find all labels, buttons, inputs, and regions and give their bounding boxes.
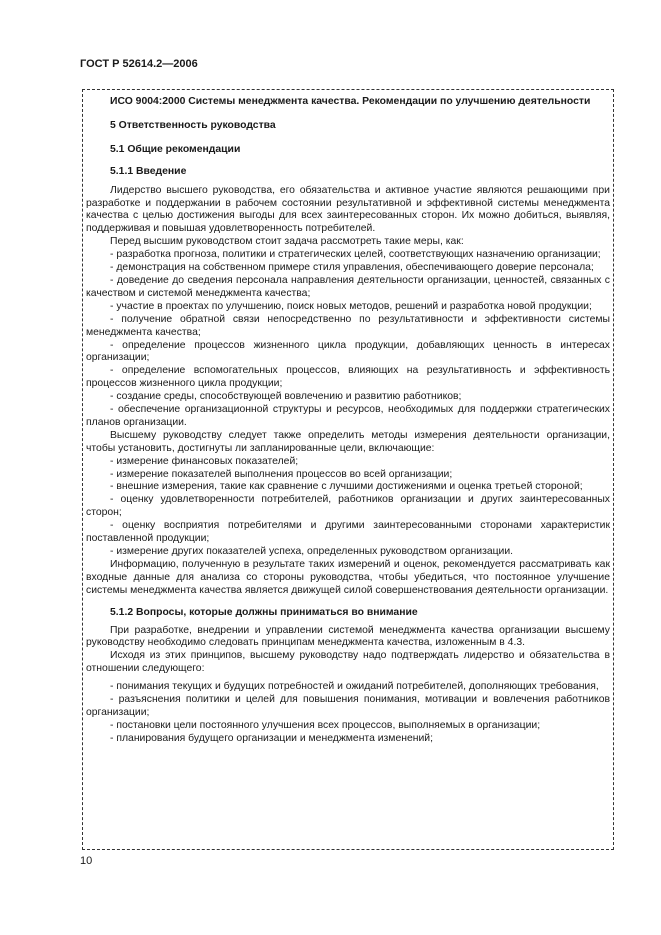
list-item: - разъяснения политики и целей для повышения понимания, мотивации и вовлечения работников организации;	[86, 694, 610, 718]
list-item: - планирования будущего организации и менеджмента изменений;	[110, 732, 433, 744]
list-item: - обеспечение организационной структуры и ресурсов, необходимых для поддержки стратегических планов организации.	[86, 404, 610, 428]
document-header: ГОСТ Р 52614.2—2006	[80, 58, 198, 70]
list-item: - получение обратной связи непосредственно по результативности и эффективности системы менеджмента качества;	[86, 313, 610, 338]
section-5-1-2-heading: 5.1.2 Вопросы, которые должны приниматься во внимание	[110, 606, 418, 618]
list-item: - демонстрация на собственном примере стиля управления, обеспечивающего доверие персонала;	[110, 262, 594, 274]
list-item: - определение процессов жизненного цикла продукции, добавляющих ценность в интересах организации;	[86, 339, 610, 364]
list-item: - понимания текущих и будущих потребностей и ожиданий потребителей, дополняющих требования,	[110, 681, 599, 693]
list-item: - постановки цели постоянного улучшения всех процессов, выполняемых в организации;	[110, 719, 541, 731]
list-item: - оценку удовлетворенности потребителей, работников организации и других заинтересованных сторон;	[86, 494, 610, 519]
paragraph: Информацию, полученную в результате таких измерений и оценок, рекомендуется рассматривать как входные данные для анализа со стороны руководства, чтобы убедиться, что постоянное улучшение системы менеджмента качества является движущей силой совершенствования деятельности организации.	[86, 558, 610, 596]
list-item: - доведение до сведения персонала направления деятельности организации, ценностей, связанных с качеством и системой менеджмента качества;	[86, 274, 610, 299]
paragraph: Исходя из этих принципов, высшему руководству надо подтверждать лидерство и обязательства в отношении следующего:	[86, 650, 610, 675]
section-5-1-heading: 5.1 Общие рекомендации	[110, 143, 241, 155]
list-item: - разработка прогноза, политики и стратегических целей, соответствующих назначению организации;	[110, 249, 601, 261]
paragraph: Высшему руководству следует также определить методы измерения деятельности организации, чтобы установить, достигнуты ли запланированные цели, включающие:	[86, 429, 610, 454]
list-item: - измерение показателей выполнения процессов во всей организации;	[110, 468, 453, 480]
list-item: - измерение финансовых показателей;	[110, 455, 299, 467]
list-item: - участие в проектах по улучшению, поиск новых методов, решений и разработка новой продукции;	[110, 300, 592, 312]
page-number: 10	[80, 855, 93, 867]
paragraph: Перед высшим руководством стоит задача рассмотреть такие меры, как:	[110, 236, 464, 248]
section-5-1-1-heading: 5.1.1 Введение	[110, 165, 187, 177]
document-body	[86, 96, 610, 746]
list-item: - определение вспомогательных процессов, влияющих на результативность и эффективность процессов жизненного цикла продукции;	[86, 365, 610, 390]
paragraph: Лидерство высшего руководства, его обязательства и активное участие являются решающими при разработке и поддержании в рабочем состоянии результативной и эффективной системы менеджмента качества с целью достижения выгоды для всех заинтересованных сторон. Их можно добиться, выявляя, поддерживая и повышая удовлетворенность потребителей.	[86, 184, 610, 235]
list-item: - внешние измерения, такие как сравнение с лучшими достижениями и оценка третьей стороной;	[110, 481, 583, 493]
list-item: - создание среды, способствующей вовлечению и развитию работников;	[110, 391, 462, 403]
list-item: - оценку восприятия потребителями и другими заинтересованными сторонами характеристик поставленной продукции;	[86, 520, 610, 545]
section-5-heading: 5 Ответственность руководства	[110, 119, 276, 131]
paragraph: При разработке, внедрении и управлении системой менеджмента качества организации высшему руководству необходимо следовать принципам менеджмента качества, изложенным в 4.3.	[86, 624, 610, 649]
list-item: - измерение других показателей успеха, определенных руководством организации.	[110, 546, 514, 557]
reference-standard-title: ИСО 9004:2000 Системы менеджмента качества. Рекомендации по улучшению деятельности	[110, 96, 591, 107]
